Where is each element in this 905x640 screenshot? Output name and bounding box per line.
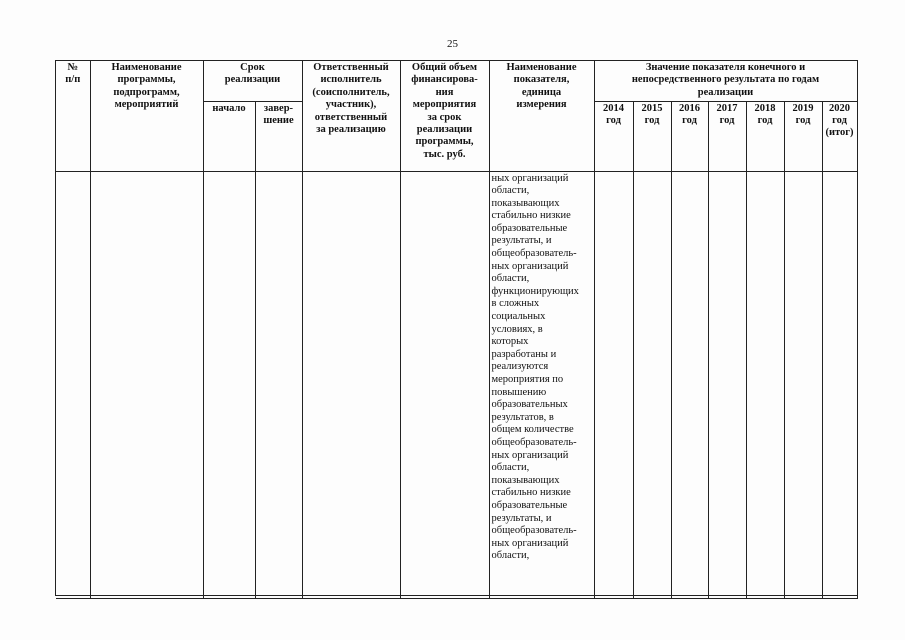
cell-value-2019 (784, 171, 822, 598)
header-year-2016: 2016 год (671, 101, 708, 171)
cell-responsible (302, 171, 400, 598)
header-year-2015: 2015 год (633, 101, 671, 171)
cell-value-2014 (594, 171, 633, 598)
table-row (56, 171, 857, 598)
cell-value-2016 (671, 171, 708, 598)
header-year-2018: 2018 год (746, 101, 784, 171)
header-year-2014: 2014 год (594, 101, 633, 171)
cell-value-2020 (822, 171, 857, 598)
header-term: Срок реализации (203, 61, 302, 101)
header-year-2017: 2017 год (708, 101, 746, 171)
header-indicator-name: Наименование показателя, единица измерения (489, 61, 594, 171)
header-funding: Общий объем финансирова- ния мероприятия за срок реализации программы, тыс. руб. (400, 61, 489, 171)
header-year-2020: 2020 год (итог) (822, 101, 857, 171)
header-term-start: начало (203, 101, 255, 171)
cell-value-2017 (708, 171, 746, 598)
header-indicator-values: Значение показателя конечного и непосредственного результата по годам реализации (594, 61, 857, 101)
header-responsible: Ответственный исполнитель (соисполнитель, участник), ответственный за реализацию (302, 61, 400, 171)
header-year-2019: 2019 год (784, 101, 822, 171)
cell-value-2015 (633, 171, 671, 598)
program-indicators-table (56, 61, 858, 599)
cell-indicator-name: ных организаций области, показывающих стабильно низкие образовательные результаты, и общеобразователь- ных организаций области, функционирующих в сложных социальных условиях, в которых разработаны и реализуются мероприятия по повышению образовательных результатов, в общем количестве общеобразователь- ных организаций области, показывающих стабильно низкие образовательные результаты, и общеобразователь- ных организаций области, (489, 171, 594, 598)
cell-funding (400, 171, 489, 598)
header-term-end: завер- шение (255, 101, 302, 171)
program-table-frame (55, 60, 858, 596)
cell-term-start (203, 171, 255, 598)
cell-term-end (255, 171, 302, 598)
cell-num (56, 171, 90, 598)
cell-value-2018 (746, 171, 784, 598)
header-program-name: Наименование программы, подпрограмм, мероприятий (90, 61, 203, 171)
page-number: 25 (447, 38, 458, 50)
cell-program-name (90, 171, 203, 598)
header-num: № п/п (56, 61, 90, 171)
